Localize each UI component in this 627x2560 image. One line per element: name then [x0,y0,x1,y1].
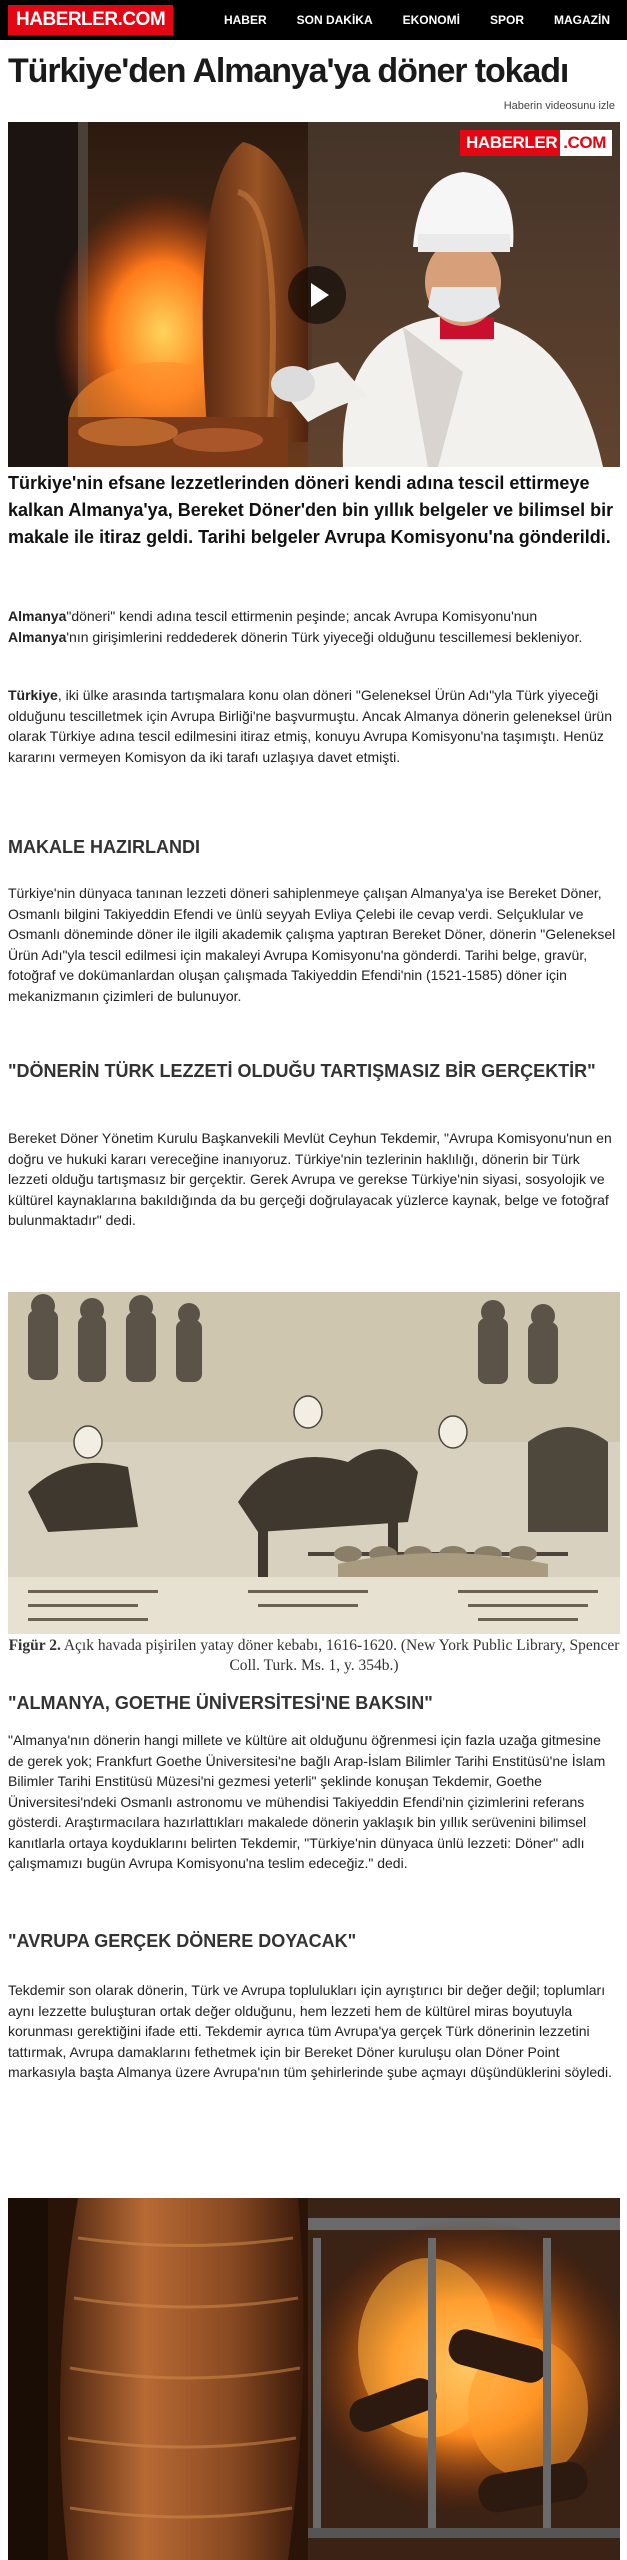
paragraph-text: , iki ülke arasında tartışmalara konu olan döneri "Geleneksel Ürün Adı"yla Türk yiyeceği olduğunu tescilletmek için Avrupa Birliği'ne başvurmuştu. Ancak Almanya dönerin geleneksel ürün olarak Türkiye adına tescil edilmesini itiraz etmiş, konuyu Avrupa Komisyonu'na taşımıştı. Henüz kararını vermeyen Komisyon da iki tarafı uzlaşıya davet etmişti. [8,687,612,765]
figure-caption-label: Figür 2. [8,1637,61,1654]
doner-photo [8,2198,620,2560]
historical-miniature-image [8,1292,620,1634]
paragraph-bold: Türkiye [8,687,58,703]
play-button[interactable] [288,266,346,324]
section-heading-4: "AVRUPA GERÇEK DÖNERE DOYACAK" [8,1931,357,1951]
main-nav [209,0,625,40]
nav-item-haber[interactable]: HABER [223,13,267,27]
nav-item-ekonomi[interactable]: EKONOMİ [402,13,460,27]
paragraph-bold: Almanya [8,628,67,645]
article-spot: Türkiye'nin efsane lezzetlerinden döneri kendi adına tescil ettirmeye kalkan Almanya'ya, Bereket Döner'den bin yıllık belgeler ve bilimsel bir makale ile itiraz geldi. Tarihi belgeler Avrupa Komisyonu'na gönderildi. [8,473,614,547]
paragraph-text: 'nın girişimlerini reddederek dönerin Türk yiyeceği olduğunu tescillemesi bekleniyor. [66,628,583,645]
article-paragraph-6: Tekdemir son olarak dönerin, Türk ve Avrupa toplulukları için ayrıştırıcı bir değer değil; toplumları aynı lezzette buluşturan ortak değer olduğunu, hem lezzeti hem de kültürel miras boyutuyla korunması gerektiğini ifade etti. Tekdemir ayrıca tüm Avrupa'ya gerçek Türk dönerinin lezzetini tattırmak, Avrupa damaklarını fethetmek için bir Bereket Döner kuruluşu olan Döner Point markasıyla başta Almanya üzere Avrupa'nın tüm şehirlerinde şube açmayı düşündüklerini söyledi. [8,1982,612,2080]
section-heading-2: "DÖNERİN TÜRK LEZZETİ OLDUĞU TARTIŞMASIZ BİR GERÇEKTİR" [8,1061,596,1081]
watermark-right: .COM [560,130,612,156]
nav-item-spor[interactable]: SPOR [489,13,524,27]
nav-item-son-dakika[interactable]: SON DAKİKA [296,13,373,27]
doner-spit-image [8,2198,620,2560]
site-logo[interactable]: HABERLER.COM [8,5,173,35]
top-navigation-bar [0,0,627,40]
paragraph-bold: Almanya [8,608,67,624]
article-paragraph-5: "Almanya'nın dönerin hangi millete ve kültüre ait olduğunu öğrenmesi için fazla uzağa gitmesine de gerek yok; Frankfurt Goethe Üniversitesi'ne bağlı Arap-İslam Bilimler Tarihi Enstitüsü'ne İslam Bilimler Tarihi Enstitüsü Müzesi'ni gezmesi yeterli" şeklinde konuşan Tekdemir, Goethe Üniversitesi'ndeki Osmanlı astronomu ve mühendisi Takiyeddin Efendi'nin çizimlerini referans gösterdi. Araştırmacılara hazırlattıkları makalede dönerin yaklaşık bin yıllık serüvenini bilimsel kanıtlarla ortaya koyduklarını belirten Tekdemir, "Türkiye'nin dünyaca ünlü lezzeti: Döner" adlı çalışmamızı bugün Avrupa Komisyonu'na teslim edeceğiz." dedi. [8,1732,606,1871]
article-paragraph-1 [8,606,620,647]
nav-item-magazin[interactable]: MAGAZİN [554,13,610,27]
section-heading-3: "ALMANYA, GOETHE ÜNİVERSİTESİ'NE BAKSIN" [8,1693,433,1713]
figure-caption-text: Açık havada pişirilen yatay döner kebabı, 1616-1620. (New York Public Library, Spencer Coll. Turk. Ms. 1, y. 354b.) [60,1637,620,1674]
figure-caption [8,1636,620,1676]
article-paragraph-4: Bereket Döner Yönetim Kurulu Başkanvekili Mevlüt Ceyhun Tekdemir, "Avrupa Komisyonu'nun en doğru ve hukuki kararı vereceğine inanıyoruz. Türkiye'nin tezlerinin haklılığı, dönerin bir Türk lezzeti olduğu tartışmasız bir gerçektir. Gerek Avrupa ve gerekse Türkiye'nin siyasi, sosyolojik ve kültürel kaynaklarına bakıldığında da bu gerçeği doğrulayacak yüzlerce kaynak, belge ve fotoğraf bulunmaktadır" dedi. [8,1130,612,1228]
watermark-left: HABERLER [460,130,560,156]
paragraph-text: "döneri" kendi adına tescil ettirmenin peşinde; ancak Avrupa Komisyonu'nun [66,608,538,624]
article-paragraph-2 [8,685,620,767]
section-heading-1: MAKALE HAZIRLANDI [8,837,200,857]
miniature-illustration [8,1292,620,1634]
video-watermark [460,130,612,156]
article-video[interactable] [8,122,620,467]
article-paragraph-3: Türkiye'nin dünyaca tanınan lezzeti döneri sahiplenmeye çalışan Almanya'ya ise Bereket Döner, Osmanlı bilgini Takiyeddin Efendi ve ünlü seyyah Evliya Çelebi ile cevap verdi. Selçuklular ve Osmanlı döneminde döner ile ilgili akademik çalışma yaptıran Bereket Döner, dönerin "Geleneksel Ürün Adı"yla tescil edilmesi için makaleyi Avrupa Komisyonu'na gönderdi. Tarihi belge, gravür, fotoğraf ve dokümanlardan oluşan çalışmada Takiyeddin Efendi'nin (1521-1585) döner için mekanizmanın çizimleri de bulunuyor. [8,885,616,1004]
watch-video-link[interactable]: Haberin videosunu izle [503,100,615,112]
article-title: Türkiye'den Almanya'ya döner tokadı [8,52,569,90]
